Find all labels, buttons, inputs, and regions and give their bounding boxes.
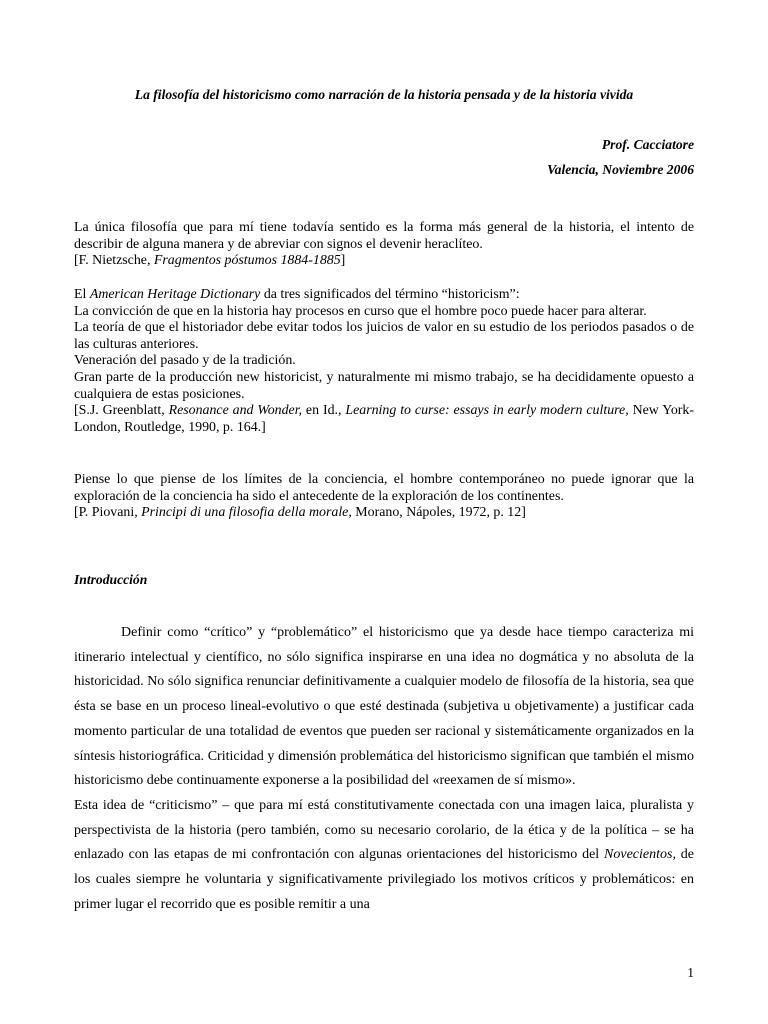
epigraph-greenblatt xyxy=(74,287,694,436)
greenblatt-statement: Gran parte de la producción new historicist, y naturalmente mi mismo trabajo, se ha decididamente opuesto a cualquiera de estas posiciones. xyxy=(74,369,694,402)
epigraph-text: La única filosofía que para mí tiene todavía sentido es la forma más general de la historia, el intento de describir de alguna manera y de abreviar con signos el devenir heraclíteo. xyxy=(74,220,694,252)
paragraph-2-end: de los cuales siempre he voluntaria y significativamente privilegiado los motivos críticos y problemáticos: en primer lugar el recorrido que es posible remitir a una xyxy=(74,847,694,912)
definition-3: Veneración del pasado y de la tradición. xyxy=(74,353,296,369)
paragraph-1: Definir como “crítico” y “problemático” el historicismo que ya desde hace tiempo caracteriza mi itinerario intelectual y científico, no sólo significa inspirarse en una idea no dogmática y no absoluta de la historicidad. No sólo significa renunciar definitivamente a cualquier modelo de filosofía de la historia, sea que ésta se base en un proceso lineal-evolutivo o que esté destinada (subjetiva u objetivamente) a justificar cada momento particular de una totalidad de eventos que pueden ser racional y sistemáticamente organizados en la síntesis historiográfica. Criticidad y dimensión problemática del historicismo significan que también el mismo historicismo debe continuamente exponerse a la posibilidad del «reexamen de sí mismo». xyxy=(74,625,694,789)
epigraph-nietzsche xyxy=(74,220,694,270)
citation-publisher: New York-London, Routledge, 1990, p. 164.] xyxy=(74,403,694,435)
definition-1: La convicción de que en la historia hay procesos en curso que el hombre poco puede hacer para alterar. xyxy=(74,303,647,319)
citation-author: [S.J. Greenblatt, xyxy=(74,403,169,419)
document-title: La filosofía del historicismo como narración de la historia pensada y de la historia vivida xyxy=(134,87,634,102)
citation-publisher: Morano, Nápoles, 1972, p. 12] xyxy=(351,505,526,521)
author-line: Prof. Cacciatore xyxy=(601,137,694,152)
epigraph-citation xyxy=(74,403,694,436)
citation-work: Resonance and Wonder, xyxy=(168,403,303,419)
citation-work: Learning to curse: essays in early modern culture, xyxy=(345,403,629,419)
epigraph-citation xyxy=(74,505,694,522)
page-number: 1 xyxy=(687,965,694,980)
epigraph-text: Piense lo que piense de los límites de la conciencia, el hombre contemporáneo no puede ignorar que la exploración de la conciencia ha sido el antecedente de la exploración de los continentes. xyxy=(74,472,694,504)
intro-pre: El xyxy=(74,287,90,302)
paragraph-2-emphasis: Novecientos, xyxy=(604,847,676,863)
body-text xyxy=(74,621,694,917)
citation-author: [F. Nietzsche, xyxy=(74,253,154,269)
citation-author: [P. Piovani, xyxy=(74,505,142,521)
citation-work: Fragmentos póstumos 1884-1885 xyxy=(153,253,341,269)
intro-work: American Heritage Dictionary xyxy=(89,287,261,302)
citation-work: Principi di una filosofia della morale, xyxy=(141,505,352,521)
section-heading: Introducción xyxy=(74,572,148,587)
paragraph-2-start: Esta idea de “criticismo” – que para mí está constitutivamente conectada con una imagen laica, pluralista y perspectivista de la historia (pero también, como su necesario corolario, de la ética y de la política – se ha enlazado con las etapas de mi confrontación con algunas orientaciones del historicismo del xyxy=(74,797,694,863)
definition-2: La teoría de que el historiador debe evitar todos los juicios de valor en su estudio de los periodos pasados o de las culturas anteriores. xyxy=(74,320,694,352)
epigraph-piovani xyxy=(74,472,694,522)
place-date-line: Valencia, Noviembre 2006 xyxy=(547,162,694,177)
epigraph-citation xyxy=(74,253,694,270)
epigraph-intro xyxy=(74,287,694,304)
citation-mid: en Id., xyxy=(302,403,346,419)
intro-post: da tres significados del término “historicism”: xyxy=(260,287,520,302)
paragraph-2 xyxy=(74,794,694,918)
citation-close: ] xyxy=(340,253,346,269)
